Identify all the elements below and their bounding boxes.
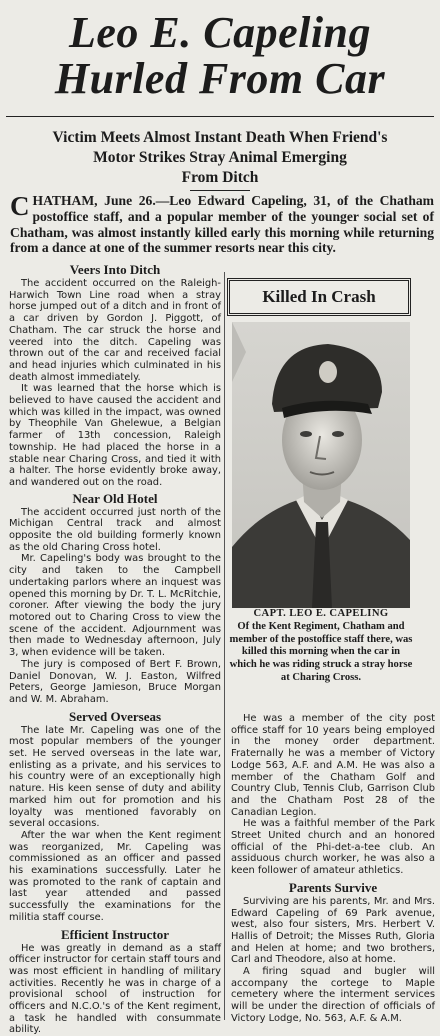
paragraph-parents-1: Surviving are his parents, Mr. and Mrs. Edward Capeling of 69 Park avenue, west, also four sisters, Mrs. Herbert V. Hallis of Detroit; the Misses Ruth, Gloria and Helen at home; and two brothers, Carl and Theodore, also at home. <box>231 895 435 966</box>
paragraph-hotel-3: The jury is composed of Bert F. Brown, Daniel Donovan, W. J. Easton, Wilfred Peters, George Jamieson, Bruce Morgan and W. M. Abraham. <box>9 658 221 705</box>
lead-text: HATHAM, June 26.—Leo Edward Capeling, 31, of the Chatham postoffice staff, and a popular member of the younger social set of Chatham, was almost instantly killed early this morning while returning from a dance at one of the summer resorts near this city. <box>10 193 434 256</box>
divider-deck <box>190 190 250 191</box>
paragraph-parents-2: A firing squad and bugler will accompany the cortege to Maple cemetery where the interment services will be under the direction of officials of Victory Lodge, No. 563, A.F. & A.M. <box>231 966 435 1024</box>
divider-top <box>6 116 434 117</box>
paragraph-member-2: He was a faithful member of the Park Street United church and an honored official of the Phi-det-a-tee club. An assiduous church worker, he was also a keen follower of amateur athletics. <box>231 818 435 877</box>
subhead-veers: Veers Into Ditch <box>69 262 161 277</box>
paragraph-veers-2: It was learned that the horse which is believed to have caused the accident and which was killed in the impact, was owned by Theophile Van Ghelewue, a Belgian farmer of 13th concession, Raleigh township. He had placed the horse in a stable near Charing Cross, and tied it with a halter. The horse evidently broke away, and wandered out on the road. <box>9 383 221 488</box>
portrait-image <box>232 322 410 608</box>
caption-name: CAPT. LEO E. CAPELING <box>253 608 389 619</box>
caption-text: Of the Kent Regiment, Chatham and member of the postoffice staff there, was killed this morning when the car in which he was riding struck a stray horse at Charing Cross. <box>229 620 413 683</box>
subhead-overseas: Served Overseas <box>68 708 162 724</box>
paragraph-instructor-1: He was greatly in demand as a staff officer instructor for certain staff tours and was most efficient in handling of military activities. Recently he was in charge of a provisional school of instruction for officers and N.C.O.'s of the Kent regiment, a task he handled with consummate ability. <box>9 942 221 1036</box>
left-column <box>9 262 221 1036</box>
drop-cap: C <box>10 191 30 221</box>
column-rule <box>224 272 225 1020</box>
killed-in-crash-box: Killed In Crash <box>227 278 411 316</box>
headline-line-1: Leo E. Capeling <box>68 8 372 57</box>
right-column-text <box>231 713 435 1025</box>
subhead-hotel: Near Old Hotel <box>72 490 158 506</box>
portrait-photo <box>232 322 410 608</box>
subhead-parents: Parents Survive <box>288 879 378 895</box>
deck-line-3: From Ditch <box>181 169 259 186</box>
paragraph-hotel-1: The accident occurred just north of the Michigan Central track and almost opposite the old building formerly known as the old Charing Cross hotel. <box>9 506 221 553</box>
headline-line-2: Hurled From Car <box>54 54 386 103</box>
paragraph-overseas-2: After the war when the Kent regiment was reorganized, Mr. Capeling was commissioned as an officer and passed his examinations successfully. Later he was promoted to the rank of captain and last year attended and passed successfully the examinations for the militia staff course. <box>9 829 221 923</box>
paragraph-overseas-1: The late Mr. Capeling was one of the most popular members of the younger set. He served overseas in the late war, enlisting as a private, and his services to his country were of an exceptionally high nature. His keen sense of duty and ability marked him out for promotion and his loyalty was mentioned favorably on several occasions. <box>9 724 221 830</box>
subhead-instructor: Efficient Instructor <box>61 926 169 942</box>
paragraph-member-1: He was a member of the city post office staff for 10 years being employed in the money order department. Fraternally he was a member of Victory Lodge 563, A.F. and A.M. He was also a member of the Chatham Golf and Country Club, Tennis Club, Garrison Club and the Chatham Post 28 of the Canadian Legion. <box>231 713 435 818</box>
lead-paragraph <box>10 193 434 256</box>
paragraph-veers-1: The accident occurred on the Raleigh-Harwich Town Line road when a stray horse jumped out of a ditch and in front of a car driven by Gordon J. Piggott, of Chatham. The car struck the horse and veered into the ditch. Capeling was thrown out of the car and received facial and head injuries which culminated in his death almost immediately. <box>9 278 221 383</box>
paragraph-hotel-2: Mr. Capeling's body was brought to the city and taken to the Campbell undertaking parlors where an inquest was opened this morning by Dr. T. L. McRitchie, coroner. After viewing the body the jury motored out to Charing Cross to view the scene of the accident. Adjournment was then made to Wednesday afternoon, July 3, when evidence will be taken. <box>9 553 221 659</box>
deck-line-1: Victim Meets Almost Instant Death When Friend's <box>52 129 388 146</box>
deck-line-2: Motor Strikes Stray Animal Emerging <box>93 149 347 166</box>
photo-caption <box>229 608 413 685</box>
